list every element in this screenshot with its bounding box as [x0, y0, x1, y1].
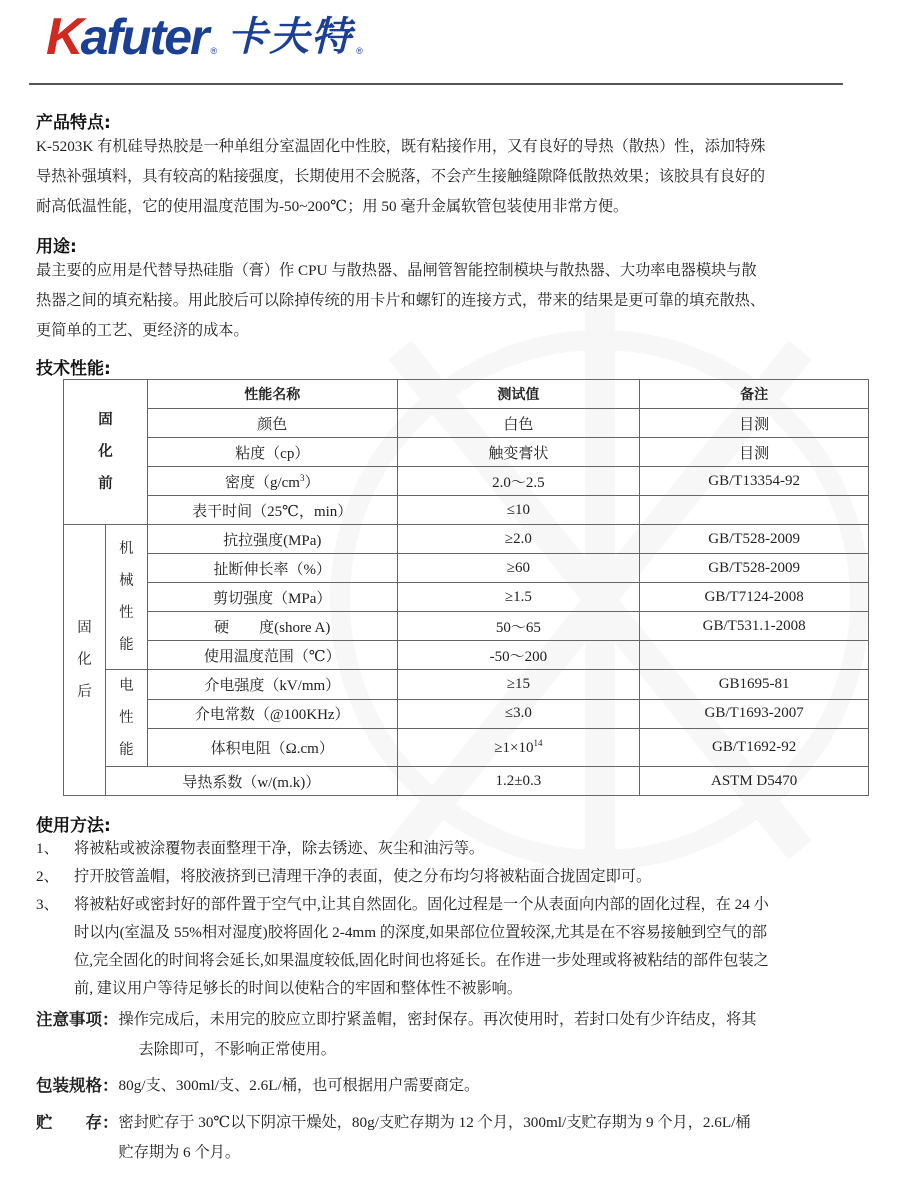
table-row: 密度$(g/cm^3)$ 2.0～2.5 GB/T13354-92: [64, 467, 869, 496]
text-line: 最主要的应用是代替导热硅脂（膏）作 CPU 与散热器、晶闸管智能控制模块与散热器、大功率电器模块与散: [36, 262, 757, 279]
logo-english: afuter: [80, 9, 208, 65]
electrical-label: 电 性 能: [105, 670, 147, 767]
usage-heading: 用途:: [36, 237, 77, 257]
logo-k: K: [46, 8, 81, 66]
storage-text: 密封贮存于 30℃以下阴凉干燥处，80g/支贮存期为 12 个月，300ml/支贮存期为 9 个月，2.6L/桶 贮存期为 6 个月。: [118, 1114, 751, 1161]
spec-table: [63, 379, 869, 796]
registered-mark-icon: ®: [210, 46, 218, 56]
registered-mark-icon: ®: [356, 46, 363, 56]
table-row: 硬 度(shore A) 50～65 GB/T531.1-2008: [64, 612, 869, 641]
before-cure-label: 固 化 前: [64, 380, 148, 525]
table-row: 体积电阻（Ω.cm） $\ge 1\times 10^{14}$ GB/T1692-92: [64, 729, 869, 767]
method-heading: 使用方法:: [36, 816, 111, 836]
text-line: 耐高低温性能，它的使用温度范围为-50~200℃；用 50 毫升金属软管包装使用非常方便。: [36, 198, 629, 215]
table-row: 电 性 能 介电强度（kV/mm） ≥15 GB1695-81: [64, 670, 869, 700]
logo-chinese: 卡夫特: [227, 14, 354, 60]
mechanical-label: 机 械 性 能: [105, 525, 147, 670]
features-paragraph: [36, 132, 866, 222]
usage-paragraph: [36, 256, 866, 346]
table-header-row: [64, 380, 869, 409]
list-item: 1、 将被粘或被涂覆物表面整理干净，除去锈迹、灰尘和油污等。: [36, 840, 485, 857]
packaging-label: 包装规格：: [36, 1076, 119, 1095]
text-line: 热器之间的填充粘接。用此胶后可以除掉传统的用卡片和螺钉的连接方式，带来的结果是更可靠的填充散热、: [36, 292, 765, 309]
notes-section: [36, 1005, 876, 1065]
table-row: 使用温度范围（℃） -50～200: [64, 641, 869, 670]
packaging-text: 80g/支、300ml/支、2.6L/桶，也可根据用户需要商定。: [118, 1077, 480, 1094]
text-line: K-5203K 有机硅导热胶是一种单组分室温固化中性胶，既有粘接作用，又有良好的导热（散热）性，添加特殊: [36, 138, 766, 155]
table-row: 介电常数（@100KHz） ≤3.0 GB/T1693-2007: [64, 699, 869, 729]
table-row: 表干时间（25℃，min） ≤10: [64, 496, 869, 525]
header-divider: [29, 83, 843, 85]
text-line: 更简单的工艺、更经济的成本。: [36, 322, 249, 339]
list-item: 2、 拧开胶管盖帽，将胶液挤到已清理干净的表面，使之分布均匀将被粘面合拢固定即可。: [36, 868, 652, 885]
tech-heading: 技术性能:: [36, 359, 111, 379]
packaging-section: [36, 1071, 876, 1101]
method-list: [36, 835, 866, 1003]
after-cure-label: 固 化 后: [64, 525, 106, 796]
storage-label: 贮 存：: [36, 1113, 119, 1132]
header-name: 性能名称: [147, 380, 397, 409]
list-item: 3、 将被粘好或密封好的部件置于空气中,让其自然固化。固化过程是一个从表面向内部的固化过程，在 24 小 时以内(室温及 55%相对湿度)胶将固化 2-4mm 的深度,如果部位位置较深,尤其是在不容易接触到空气的部 位,完全固化的时间将会延长,如果温度较低,固化时间也将延长。在作进一步处理或将被粘结的部件包装之 前, 建议用户等待足够长的时间以使粘合的牢固和整体性不被影响。: [36, 896, 769, 997]
table-row: 粘度（cp） 触变膏状 目测: [64, 438, 869, 467]
notes-text: 操作完成后，未用完的胶应立即拧紧盖帽，密封保存。再次使用时，若封口处有少许结皮，将其 去除即可，不影响正常使用。: [118, 1011, 757, 1058]
header-note: 备注: [640, 380, 869, 409]
text-line: 导热补强填料，具有较高的粘接强度，长期使用不会脱落，不会产生接触缝隙降低散热效果；该胶具有良好的: [36, 168, 765, 185]
storage-section: [36, 1108, 876, 1168]
notes-label: 注意事项：: [36, 1010, 119, 1029]
features-heading: 产品特点:: [36, 113, 111, 133]
table-row: 剪切强度（MPa） ≥1.5 GB/T7124-2008: [64, 583, 869, 612]
header-value: 测试值: [397, 380, 640, 409]
table-row: 扯断伸长率（%） ≥60 GB/T528-2009: [64, 554, 869, 583]
brand-logo: [46, 8, 367, 66]
table-row: 导热系数（w/(m.k)） 1.2±0.3 ASTM D5470: [64, 767, 869, 796]
table-row: 固 化 后 机 械 性 能 抗拉强度(MPa) ≥2.0 GB/T528-2009: [64, 525, 869, 554]
table-row: 颜色 白色 目测: [64, 409, 869, 438]
